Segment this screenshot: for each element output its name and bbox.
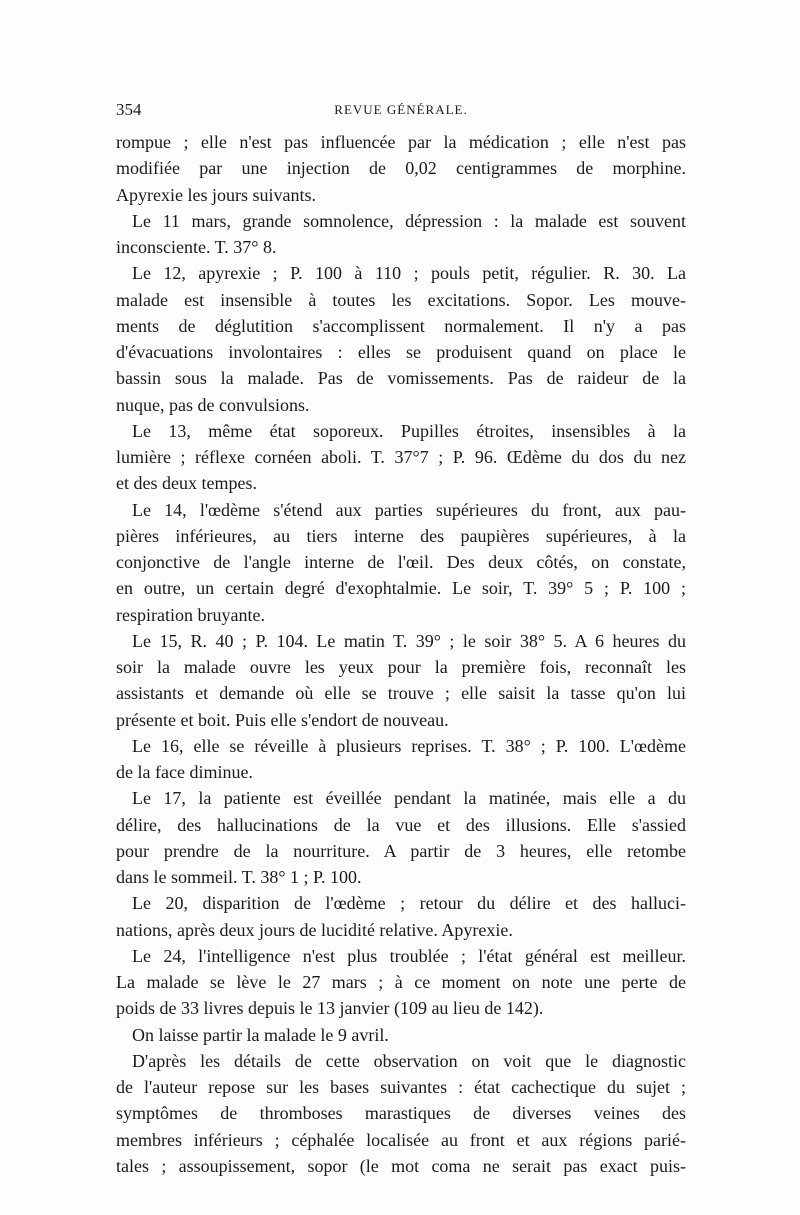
text-line: La malade se lève le 27 mars ; à ce moment on note une perte de [116,972,686,992]
text-line: soir la malade ouvre les yeux pour la première fois, reconnaît les [116,657,686,677]
paragraph-start-line: Le 16, elle se réveille à plusieurs reprises. T. 38° ; P. 100. L'œdème [132,735,686,756]
text-line: de l'auteur repose sur les bases suivantes : état cachectique du sujet ; [116,1077,686,1097]
text-line: symptômes de thromboses marastiques de diverses veines des [116,1103,686,1124]
text-line: et des deux tempes. [116,473,257,494]
text-line: ments de déglutition s'accomplissent normalement. Il n'y a pas [116,315,686,336]
paragraph-start-line: Le 11 mars, grande somnolence, dépression : la malade est souvent [132,210,686,231]
paragraph-start-line: Le 13, même état soporeux. Pupilles étroites, insensibles à la [132,420,686,441]
text-line: Apyrexie les jours suivants. [116,184,316,205]
text-line: pières inférieures, au tiers interne des paupières supérieures, à la [116,525,686,546]
text-line: de la face diminue. [116,762,253,782]
text-line: malade est insensible à toutes les excitations. Sopor. Les mouve- [116,289,686,310]
text-line: présente et boit. Puis elle s'endort de nouveau. [116,709,449,730]
paragraph-start-line: Le 24, l'intelligence n'est plus troublée ; l'état général est meilleur. [132,945,686,966]
paragraph-start-line: Le 15, R. 40 ; P. 104. Le matin T. 39° ; le soir 38° 5. A 6 heures du [132,630,686,651]
text-line: inconsciente. T. 37° 8. [116,237,277,257]
paragraph-start-line: Le 14, l'œdème s'étend aux parties supérieures du front, aux pau- [132,499,686,520]
text-line: bassin sous la malade. Pas de vomissements. Pas de raideur de la [116,368,686,389]
page-number: 354 [116,100,142,119]
text-line: poids de 33 livres depuis le 13 janvier (109 au lieu de 142). [116,998,544,1019]
text-line: membres inférieurs ; céphalée localisée au front et aux régions parié- [116,1129,686,1150]
text-line: dans le sommeil. T. 38° 1 ; P. 100. [116,867,362,887]
running-head [116,100,686,124]
paragraph-start-line: Le 17, la patiente est éveillée pendant la matinée, mais elle a du [132,788,686,809]
text-line: assistants et demande où elle se trouve ; elle saisit la tasse qu'on lui [116,683,686,704]
text-line: respiration bruyante. [116,604,265,625]
body-text [116,129,686,1179]
paragraph-start-line: On laisse partir la malade le 9 avril. [132,1024,389,1045]
journal-title: REVUE GÉNÉRALE. [334,102,468,117]
text-line: modifiée par une injection de 0,02 centigrammes de morphine. [116,158,686,179]
paragraph-start-line: Le 20, disparition de l'œdème ; retour du délire et des halluci- [132,893,686,914]
text-line: pour prendre de la nourriture. A partir de 3 heures, elle retombe [116,840,686,861]
text-line: d'évacuations involontaires : elles se produisent quand on place le [116,342,686,362]
text-line: conjonctive de l'angle interne de l'œil. Des deux côtés, on constate, [116,552,686,572]
paragraph-start-line: D'après les détails de cette observation on voit que le diagnostic [132,1050,686,1071]
paragraph-start-line: Le 12, apyrexie ; P. 100 à 110 ; pouls petit, régulier. R. 30. La [132,263,686,284]
text-line: en outre, un certain degré d'exophtalmie. Le soir, T. 39° 5 ; P. 100 ; [116,578,686,599]
text-line: nuque, pas de convulsions. [116,394,310,415]
text-line: tales ; assoupissement, sopor (le mot coma ne serait pas exact puis- [116,1155,686,1176]
text-line: délire, des hallucinations de la vue et des illusions. Elle s'assied [116,814,686,835]
text-line: lumière ; réflexe cornéen aboli. T. 37°7 ; P. 96. Œdème du dos du nez [116,447,686,467]
text-line: nations, après deux jours de lucidité relative. Apyrexie. [116,919,513,940]
text-line: rompue ; elle n'est pas influencée par la médication ; elle n'est pas [116,132,686,152]
